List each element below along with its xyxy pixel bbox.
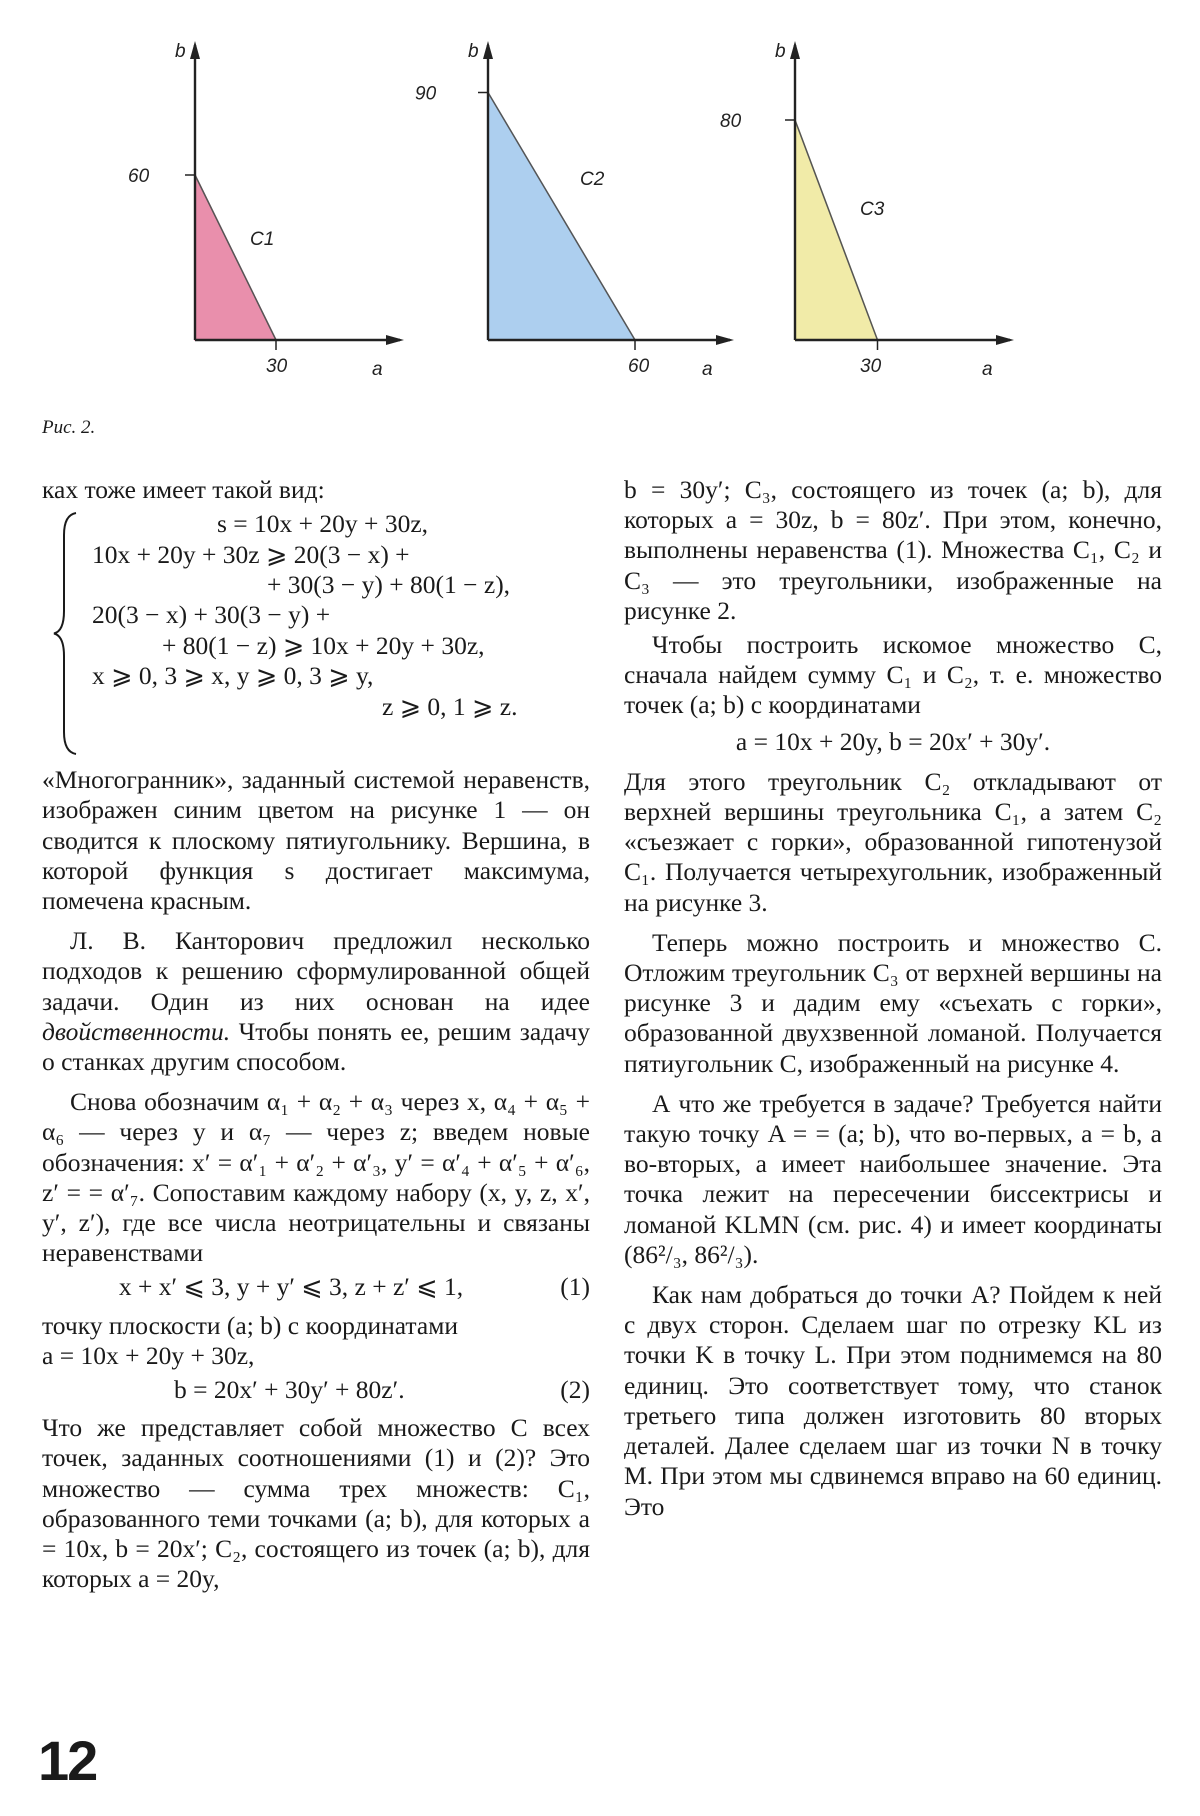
arrow-up-icon bbox=[483, 41, 493, 59]
paragraph: Что же представляет собой множество C всех точек, заданных соотношениями (1) и (2)? Это множество — сумма трех множеств: C₁, образованного теми точками (a; b), для которых a = 10x, b = 20x′; C₂, состоящего из точек (a; b), для которых a = 20y, bbox=[42, 1413, 590, 1594]
figure-2-triangles bbox=[0, 0, 1200, 420]
system-line: z ⩾ 0, 1 ⩾ z. bbox=[382, 691, 518, 721]
triangle-label: C3 bbox=[860, 199, 885, 220]
paragraph: Чтобы построить искомое множество C, сначала найдем сумму C₁ и C₂, т. е. множество точек (a; b) с координатами bbox=[624, 630, 1162, 720]
intro-text: ках тоже имеет такой вид: bbox=[42, 475, 325, 504]
paragraph: А что же требуется в задаче? Требуется найти такую точку A = = (a; b), что во-первых, a = b, а во-вторых, a имеет наибольшее значение. Эта точка лежит на пересечении биссектрисы и ломаной KLMN (см. рис. 4) и имеет координаты (86²/₃, 86²/₃). bbox=[624, 1088, 1162, 1269]
system-line: + 30(3 − y) + 80(1 − z), bbox=[267, 569, 511, 599]
system-line: 20(3 − x) + 30(3 − y) + bbox=[92, 600, 331, 630]
arrow-right-icon bbox=[996, 335, 1014, 345]
left-column bbox=[42, 475, 590, 1594]
system-line: x ⩾ 0, 3 ⩾ x, y ⩾ 0, 3 ⩾ y, bbox=[92, 661, 374, 691]
x-tick-label: 60 bbox=[628, 356, 650, 377]
triangle-label: C2 bbox=[580, 169, 605, 190]
figure-caption: Рис. 2. bbox=[42, 417, 96, 438]
x-tick-label: 30 bbox=[266, 356, 288, 377]
right-column bbox=[624, 475, 1162, 1522]
paragraph: Теперь можно построить и множество C. Отложим треугольник C₃ от верхней вершины на рисунке 3 и дадим ему «съехать с горки», образованной двухзвенной ломаной. Получается пятиугольник C, изображенный на рисунке 4. bbox=[624, 927, 1162, 1078]
equation-number: (1) bbox=[560, 1272, 590, 1302]
axis-label-a: a bbox=[982, 359, 993, 380]
paragraph: Снова обозначим α₁ + α₂ + α₃ через x, α₄ + α₅ + α₆ — через y и α₇ — через z; введем новые обозначения: x′ = α′₁ + α′₂ + α′₃, y′ = α′₄ + α′₅ + α′₆, z′ = = α′₇. Сопоставим каждому набору (x, y, z, x′, y′, z′), где все числа неотрицательны и связаны неравенствами bbox=[42, 1087, 590, 1268]
arrow-up-icon bbox=[190, 41, 200, 59]
inequality-system bbox=[42, 509, 590, 757]
page-number: 12 bbox=[38, 1729, 97, 1792]
axis-label-b: b bbox=[468, 41, 479, 62]
paragraph: Как нам добраться до точки A? Пойдем к ней с двух сторон. Сделаем шаг по отрезку KL из точки K в точку L. При этом поднимемся на 80 единиц. Это соответствует тому, что станок третьего типа должен изготовить 80 вторых деталей. Далее сделаем шаг из точки N в точку M. При этом мы сдвинемся вправо на 60 единиц. Это bbox=[624, 1280, 1162, 1521]
arrow-right-icon bbox=[386, 335, 404, 345]
equation-number: (2) bbox=[560, 1375, 590, 1405]
paragraph: Для этого треугольник C₂ откладывают от верхней вершины треугольника C₁, а затем C₂ «съезжает с горки», образованной гипотенузой C₁. Получается четырехугольник, изображенный на рисунке 3. bbox=[624, 766, 1162, 917]
paragraph: точку плоскости (a; b) с координатами bbox=[42, 1310, 458, 1340]
axis-label-b: b bbox=[175, 41, 186, 62]
y-tick-label: 80 bbox=[720, 111, 742, 132]
system-line: 10x + 20y + 30z ⩾ 20(3 − x) + bbox=[92, 539, 410, 569]
paragraph: Л. В. Канторович предложил несколько подходов к решению сформулированной общей задачи. Один из них основан на идее двойственности. Чтобы понять ее, решим задачу о станках другим способом. bbox=[42, 926, 590, 1077]
arrow-up-icon bbox=[790, 41, 800, 59]
y-tick-label: 60 bbox=[128, 166, 150, 187]
system-line: s = 10x + 20y + 30z, bbox=[217, 509, 429, 539]
paragraph: «Многогранник», заданный системой неравенств, изображен синим цветом на рисунке 1 — он сводится к плоскому пятиугольнику. Вершина, в которой функция s достигает максимума, помечена красным. bbox=[42, 765, 590, 916]
equation-3: a = 10x + 20y, b = 20x′ + 30y′. bbox=[735, 726, 1051, 756]
brace-icon bbox=[50, 511, 80, 756]
equation-1: x + x′ ⩽ 3, y + y′ ⩽ 3, z + z′ ⩽ 1, (1) bbox=[118, 1272, 590, 1302]
equation-2a: a = 10x + 20y + 30z, bbox=[42, 1340, 255, 1370]
emphasis: двойственности. bbox=[42, 1016, 231, 1046]
axis-label-b: b bbox=[775, 41, 786, 62]
paragraph: b = 30y′; C₃, состоящего из точек (a; b), для которых a = 30z, b = 80z′. При этом, конечно, выполнены неравенства (1). Множества C₁, C₂ и C₃ — это треугольники, изображенные на рисунке 2. bbox=[624, 475, 1162, 625]
triangle-label: C1 bbox=[250, 229, 275, 250]
axis-label-a: a bbox=[372, 359, 383, 380]
y-tick-label: 90 bbox=[415, 83, 437, 105]
axis-label-a: a bbox=[702, 359, 713, 380]
arrow-right-icon bbox=[716, 335, 734, 345]
system-line: + 80(1 − z) ⩾ 10x + 20y + 30z, bbox=[162, 630, 485, 660]
x-tick-label: 30 bbox=[860, 356, 882, 377]
equation-2: b = 20x′ + 30y′ + 80z′. (2) bbox=[174, 1375, 590, 1405]
